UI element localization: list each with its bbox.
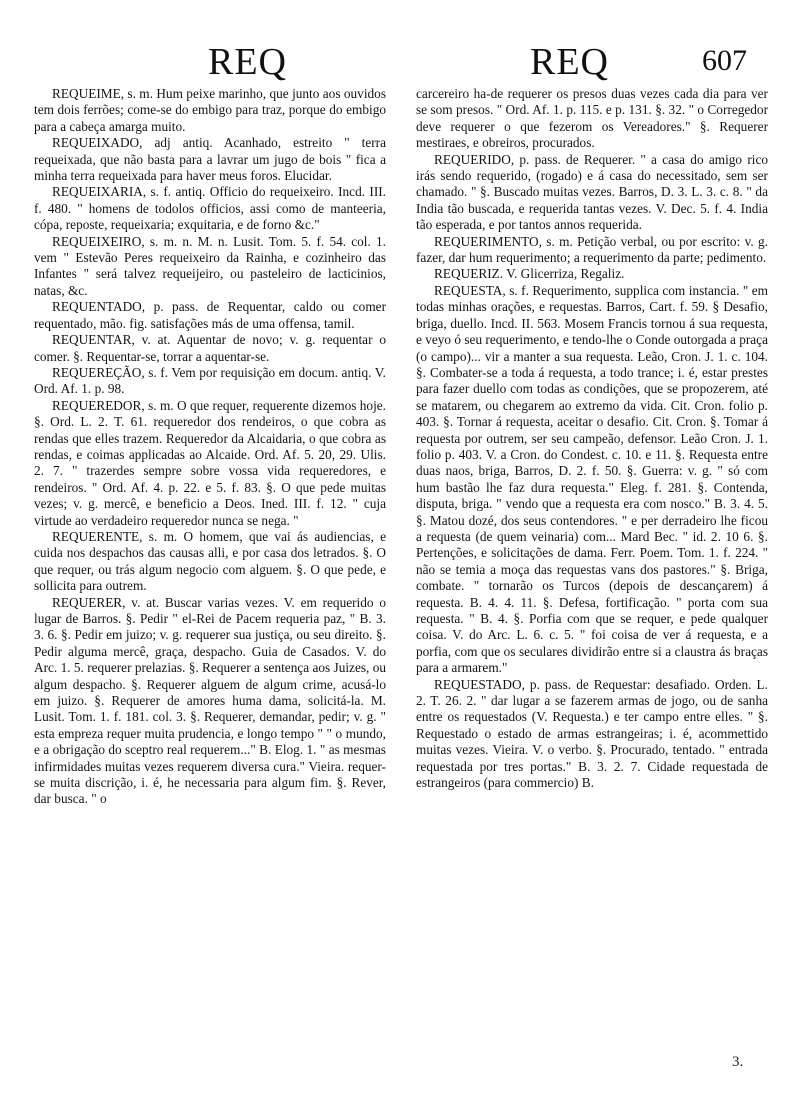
entry-requentar: REQUENTAR, v. at. Aquentar de novo; v. g. requentar o comer. §. Requentar-se, torrar a aquentar-se. xyxy=(34,332,386,364)
entry-requentado: REQUENTADO, p. pass. de Requentar, caldo ou comer requentado, mão. fig. satisfações más de uma offensa, tamil. xyxy=(34,299,386,331)
left-column xyxy=(34,86,386,1036)
page-number: 607 xyxy=(702,44,747,77)
entry-requerimento: REQUERIMENTO, s. m. Petição verbal, ou por escrito: v. g. fazer, dar hum requerimento; a requerimento da parte; pedimento. xyxy=(416,233,768,266)
entry-requeixeiro: REQUEIXEIRO, s. m. n. M. n. Lusit. Tom. 5. f. 54. col. 1. vem " Estevão Peres requeixeiro da Rainha, e cozinheiro das Infantes " será talvez requeijeiro, ou pasteleiro de lacticinios, natas, &c. xyxy=(34,233,386,298)
right-column xyxy=(416,86,768,1036)
entry-requerecao: REQUEREÇÃO, s. f. Vem por requisição em docum. antiq. V. Ord. Af. 1. p. 98. xyxy=(34,364,386,397)
entry-requeixaria: REQUEIXARIA, s. f. antiq. Officio do requeixeiro. Incd. III. f. 480. " homens de todolos officios, assi como de manteeria, cópa, reposte, requeixaria; exquitaria, e de forno &c." xyxy=(34,184,386,233)
right-running-headword: REQ xyxy=(530,41,609,83)
entry-requerer: REQUERER, v. at. Buscar varias vezes. V. em requerido o lugar de Barros. §. Pedir " el-Rei de Pacem requeria paz, " B. 3. 3. 6. §. Pedir em juizo; v. g. requerer sua justiça, ou seu direito. §. Pedir alguma mercê, graça, despacho. Guia de Casados. V. do Arc. 1. 5. requerer prelazias. §. Requerer a sentença aos Juizes, ou algum despacho. §. Requerer alguem de algum crime, acusá-lo em juizo. §. Requerer de amores huma dama, solicitá-la. M. Lusit. Tom. 1. f. 181. col. 3. §. Requerer, demandar, pedir; v. g. " esta empreza requer muita prudencia, e longo tempo " " o mundo, e a obrigação do sceptro real requerem..." B. Elog. 1. " as mesmas infirmidades muitas vezes requerem diversa cura." Vieira. requer-se muita discrição, i. é, he necessaria para algum fim. §. Rever, dar busca. " o xyxy=(34,594,386,807)
entry-requesta: REQUESTA, s. f. Requerimento, supplica com instancia. " em todas minhas orações, e requestas. Barros, Cart. f. 59. § Desafio, briga, duello. Incd. II. 563. Mosem Francis tornou á sua requesta, e veyo ó seu requerimento, e tendo-lhe o Conde outorgada a praça (o campo)... vir a manter a sua requesta. Leão, Cron. J. 1. c. 104. §. Combater-se a toda á requesta, a todo trance; i. é, estar prestes para fazer duello com todas as condições, que se propozerem, até se matarem, ou chegarem ao extremo da vida. Cit. Cron. folio p. 403. §. Tornar á requesta, aceitar o desafio. Cit. Cron. §. Tomar á requesta por outrem, ser seu campeão, defensor. Leão Cron. J. 1. folio p. 403. V. a Cron. do Condest. c. 10. e 11. §. Requesta entre duas naos, briga, Barros, D. 2. f. 50. §. Guerra: v. g. " só com hum bastão lhe faz dura requesta." Eleg. f. 281. §. Contenda, disputa, briga. " vendo que a requesta era com nosco." B. 3. 4. 5. §. Matou dozé, dos seus contendores. " e per derradeiro lhe ficou a requesta (de quem veinaria) com... Mard Bec. " id. 2. 10 6. §. Pertenções, e solicitações de dama. Ferr. Poem. Tom. 1. f. 224. " não se temia a moça das requestas vans dos pastores." §. Briga, combate. " tornarão os Turcos (depois de descançarem) á requesta. B. 4. 4. 11. §. Defesa, fortificação. " porta com sua requesta. " B. 4. §. Porfia com que se requer, e pede qualquer coisa. V. do Arc. L. 6. c. 5. " foi coisa de ver á requesta, e a porfia, com que os seculares dividirão entre si a claustra ás braças para a armarem." xyxy=(416,282,768,676)
entry-requerer-continued: carcereiro ha-de requerer os presos duas vezes cada dia para ver se som presos. " Ord. Af. 1. p. 115. e p. 131. §. 32. " o Corregedor deve requerer o que fezerom os Vereadores." §. Requerer mestiraes, e obreiros, procurados. xyxy=(416,86,768,151)
entry-requerente: REQUERENTE, s. m. O homem, que vai ás audiencias, e cuida nos despachos das causas alli, e por casa dos letrados. §. O que requer, ou trás algum negocio com alguem. §. O que pede, e sollicita para outrem. xyxy=(34,528,386,594)
entry-requerido: REQUERIDO, p. pass. de Requerer. " a casa do amigo rico irás sendo requerido, (rogado) e á casa do necessitado, sem ser chamado. " §. Buscado muitas vezes. Barros, D. 3. L. 3. c. 8. " da India tão buscada, e requerida tantas vezes. V. Dec. 5. f. 4. India tão esperada, e por tantos annos requerida. xyxy=(416,151,768,233)
entry-requeixado: REQUEIXADO, adj antiq. Acanhado, estreito " terra requeixada, que não basta para a lavrar um jugo de bois " fica a minha terra requeixada para haver meus foros. Elucidar. xyxy=(34,135,386,184)
entry-requestado: REQUESTADO, p. pass. de Requestar: desafiado. Orden. L. 2. T. 26. 2. " dar lugar a se fazerem armas de jogo, ou de sanha entre os requestados (V. Requesta.) e ter campo entre elles. " §. Requestado o estado de armas estrangeiras; i. é, acommettido muitas vezes. Vieira. V. o verbo. §. Procurado, tentado. " entrada requestada por tres portas." B. 3. 2. 7. Cidade requestada de estrangeiros (para commercio) B. xyxy=(416,676,768,791)
entry-requeriz: REQUERIZ. V. Glicerriza, Regaliz. xyxy=(434,266,625,282)
page-header xyxy=(0,40,800,86)
entry-requeime: REQUEIME, s. m. Hum peixe marinho, que junto aos ouvidos tem dois ferrões; come-se do embigo para traz, porque do embigo para a cabeça amarga muito. xyxy=(34,86,386,134)
entry-requeredor: REQUEREDOR, s. m. O que requer, requerente dizemos hoje. §. Ord. L. 2. T. 61. requeredor dos rendeiros, o que cobra as rendas que elles trazem. Requeredor da Alcaidaria, o que cobra as rendas, e coimas applicadas ao Alcaide. Ord. Af. 5. 20, 29. Ulis. 2. 7. " trazerdes sempre sobre vossa vida requeredores, e rendeiros. " Ord. Af. 4. p. 22. e 5. f. 83. §. O que pede muitas vezes; v. g. mercê, e beneficio a Deos. Ined. III. f. 12. " cuja virtude ao verdadeiro requeredor nunca se nega. " xyxy=(34,397,386,528)
catchword: 3. xyxy=(732,1054,744,1070)
left-running-headword: REQ xyxy=(208,41,287,83)
